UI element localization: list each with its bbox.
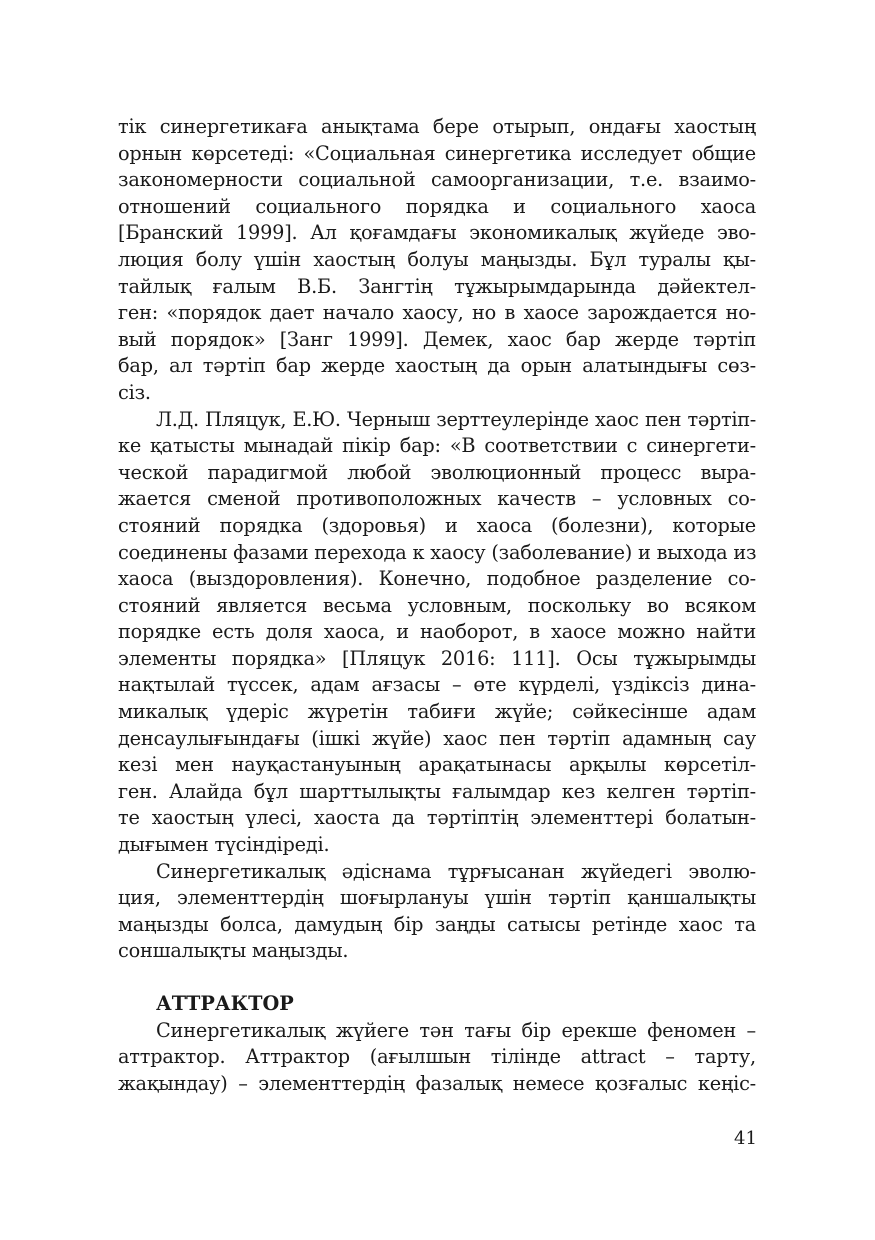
text-line: ке қатысты мынадай пікір бар: «В соответствии с синергети-	[118, 434, 756, 458]
paragraph-1	[118, 114, 756, 407]
paragraph-4	[118, 1018, 756, 1098]
text-line: [Бранский 1999]. Ал қоғамдағы экономикалық жүйеде эво-	[118, 221, 756, 245]
text-line: стояний является весьма условным, поскольку во всяком	[118, 593, 756, 617]
text-line: жақындау) – элементтердің фазалық немесе қозғалыс кеңіс-	[118, 1071, 756, 1095]
text-line: люция болу үшін хаостың болуы маңызды. Бұл туралы қы-	[118, 247, 756, 271]
page-body	[118, 114, 756, 1097]
text-line: хаоса (выздоровления). Конечно, подобное разделение со-	[118, 567, 756, 591]
section-heading: АТТРАКТОР	[156, 992, 294, 1015]
text-line: орнын көрсетеді: «Социальная синергетика исследует общие	[118, 141, 756, 165]
text-line: тік синергетикаға анықтама бере отырып, ондағы хаостың	[118, 115, 756, 138]
text-line: ген: «порядок дает начало хаосу, но в хаосе зарождается но-	[118, 301, 756, 325]
text-line: те хаостың үлесі, хаоста да тәртіптің элементтері болатын-	[118, 806, 756, 830]
text-line: стояний порядка (здоровья) и хаоса (болезни), которые	[118, 513, 756, 537]
text-line: Л.Д. Пляцук, Е.Ю. Черныш зерттеулерінде хаос пен тәртіп-	[156, 407, 756, 431]
text-line: отношений социального порядка и социального хаоса	[118, 194, 756, 218]
text-line: вый порядок» [Занг 1999]. Демек, хаос бар жерде тәртіп	[118, 327, 756, 351]
text-line: кезі мен науқастануының арақатынасы арқылы көрсетіл-	[118, 753, 756, 777]
text-line: маңызды болса, дамудың бір заңды сатысы ретінде хаос та	[118, 912, 756, 936]
text-line: бар, ал тәртіп бар жерде хаостың да орын алатындығы сөз-	[118, 354, 756, 378]
text-line: ческой парадигмой любой эволюционный процесс выра-	[118, 460, 756, 484]
text-line: Синергетикалық жүйеге тән тағы бір ерекше феномен –	[156, 1018, 756, 1042]
text-line: соншалықты маңызды.	[118, 939, 349, 963]
text-line: порядке есть доля хаоса, и наоборот, в хаосе можно найти	[118, 620, 756, 644]
text-line: элементы порядка» [Пляцук 2016: 111]. Осы тұжырымды	[118, 646, 756, 670]
page-number: 41	[734, 1128, 757, 1149]
text-line: жается сменой противоположных качеств – условных со-	[118, 487, 756, 511]
text-line: ция, элементтердің шоғырлануы үшін тәртіп қаншалықты	[118, 886, 756, 910]
text-line: Синергетикалық әдіснама тұрғысанан жүйедегі эволю-	[156, 859, 756, 883]
paragraph-3	[118, 859, 756, 965]
text-line: нақтылай түссек, адам ағзасы – өте күрделі, үздіксіз дина-	[118, 673, 756, 697]
text-line: аттрактор. Аттрактор (ағылшын тілінде attract – тарту,	[118, 1045, 756, 1069]
text-line: микалық үдеріс жүретін табиғи жүйе; сәйкесінше адам	[118, 700, 756, 724]
text-line: ген. Алайда бұл шарттылықты ғалымдар кез келген тәртіп-	[118, 779, 756, 803]
paragraph-2	[118, 407, 756, 859]
text-line: закономерности социальной самоорганизации, т.е. взаимо-	[118, 168, 756, 192]
text-line: соединены фазами перехода к хаосу (заболевание) и выхода из	[118, 540, 756, 564]
text-line: сіз.	[118, 380, 151, 404]
text-line: дығымен түсіндіреді.	[118, 833, 330, 857]
text-line: тайлық ғалым В.Б. Зангтің тұжырымдарында дәйектел-	[118, 274, 756, 298]
text-line: денсаулығындағы (ішкі жүйе) хаос пен тәртіп адамның сау	[118, 726, 756, 750]
